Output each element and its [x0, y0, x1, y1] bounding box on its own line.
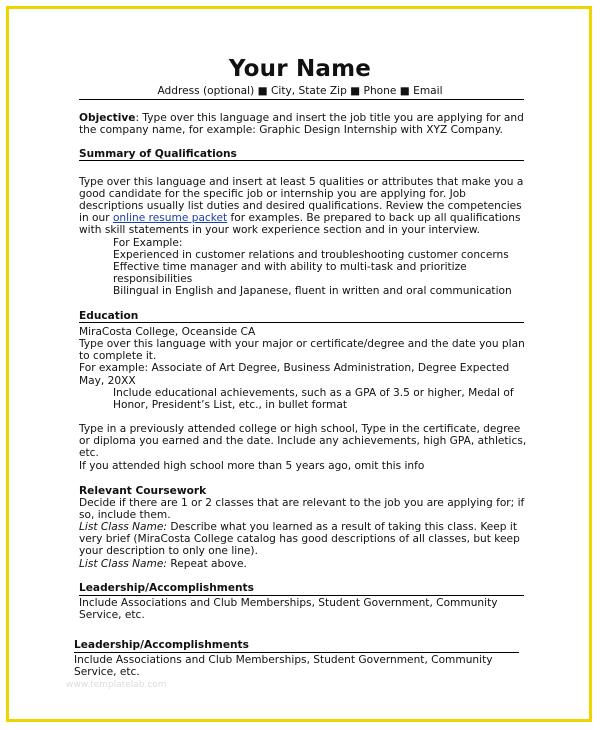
leadership-2-line-1: Include Associations and Club Memberships, Student Government, Community — [74, 654, 493, 666]
coursework-class-2 — [79, 558, 247, 570]
education-line-2: to complete it. — [79, 350, 157, 362]
leadership-heading-2: Leadership/Accomplishments — [74, 639, 249, 651]
education-line-4: May, 20XX — [79, 375, 136, 387]
summary-rule — [79, 160, 524, 161]
summary-line-4-pre: in our — [79, 212, 113, 224]
class-desc-2: Repeat above. — [166, 558, 247, 570]
education-para-3: etc. — [79, 447, 99, 459]
coursework-heading: Relevant Coursework — [79, 485, 207, 497]
leadership-1-line-2: Service, etc. — [79, 609, 145, 621]
summary-bullet-2: Effective time manager and with ability to multi-task and prioritize — [113, 261, 467, 273]
education-rule — [79, 322, 524, 323]
summary-line-3: descriptions usually list duties and desired qualifications. Review the competencies — [79, 200, 522, 212]
coursework-class-1 — [79, 521, 517, 533]
education-line-1: Type over this language with your major or certificate/degree and the date you plan — [79, 338, 525, 350]
class-desc-1: Describe what you learned as a result of taking this class. Keep it — [166, 521, 517, 533]
summary-line-5: with skill statements in your work experience section and in your interview. — [79, 224, 480, 236]
coursework-line-5: your description to only one line). — [79, 545, 258, 557]
education-heading: Education — [79, 310, 139, 322]
address-line: Address (optional) ■ City, State Zip ■ Phone ■ Email — [157, 85, 443, 97]
education-line-3: For example: Associate of Art Degree, Business Administration, Degree Expected — [79, 362, 510, 374]
leadership-rule-1 — [79, 595, 524, 596]
header-rule — [79, 99, 524, 100]
education-para-2: or diploma you earned and the date. Include any achievements, high GPA, athletics, — [79, 435, 527, 447]
leadership-heading-1: Leadership/Accomplishments — [79, 582, 254, 594]
coursework-line-2: so, include them. — [79, 509, 171, 521]
education-para-4: If you attended high school more than 5 years ago, omit this info — [79, 460, 425, 472]
summary-bullet-3: Bilingual in English and Japanese, fluent in written and oral communication — [113, 285, 512, 297]
education-bullet-1-cont: Honor, President’s List, etc., in bullet format — [113, 399, 347, 411]
name-title: Your Name — [228, 56, 372, 82]
summary-line-1: Type over this language and insert at least 5 qualities or attributes that make you a — [79, 176, 524, 188]
class-name-label-2: List Class Name: — [79, 558, 167, 570]
watermark: www.templatelab.com — [66, 680, 167, 690]
summary-line-4-post: for examples. Be prepared to back up all qualifications — [227, 212, 521, 224]
summary-heading: Summary of Qualifications — [79, 148, 237, 160]
education-para-1: Type in a previously attended college or high school, Type in the certificate, degree — [79, 423, 521, 435]
summary-bullet-2-cont: responsibilities — [113, 273, 193, 285]
education-school: MiraCosta College, Oceanside CA — [79, 326, 256, 338]
leadership-2-line-2: Service, etc. — [74, 666, 140, 678]
summary-bullet-1: Experienced in customer relations and troubleshooting customer concerns — [113, 249, 509, 261]
summary-line-2: good candidate for the specific job or internship you are applying for. Job — [79, 188, 466, 200]
coursework-line-4: very brief (MiraCosta College catalog has good descriptions of all classes, but keep — [79, 533, 520, 545]
objective-line-2: the company name, for example: Graphic Design Internship with XYZ Company. — [79, 124, 503, 136]
objective-label: Objective — [79, 112, 136, 124]
objective-text: : Type over this language and insert the job title you are applying for and — [135, 112, 524, 124]
example-label: For Example: — [113, 237, 183, 249]
leadership-rule-2 — [74, 652, 519, 653]
class-name-label-1: List Class Name: — [79, 521, 167, 533]
summary-line-4 — [79, 212, 521, 224]
coursework-line-1: Decide if there are 1 or 2 classes that are relevant to the job you are applying for; if — [79, 497, 525, 509]
leadership-1-line-1: Include Associations and Club Memberships, Student Government, Community — [79, 597, 498, 609]
education-bullet-1: Include educational achievements, such as a GPA of 3.5 or higher, Medal of — [113, 387, 514, 399]
online-resume-packet-link[interactable]: online resume packet — [112, 212, 228, 224]
objective-line-1 — [79, 112, 524, 124]
